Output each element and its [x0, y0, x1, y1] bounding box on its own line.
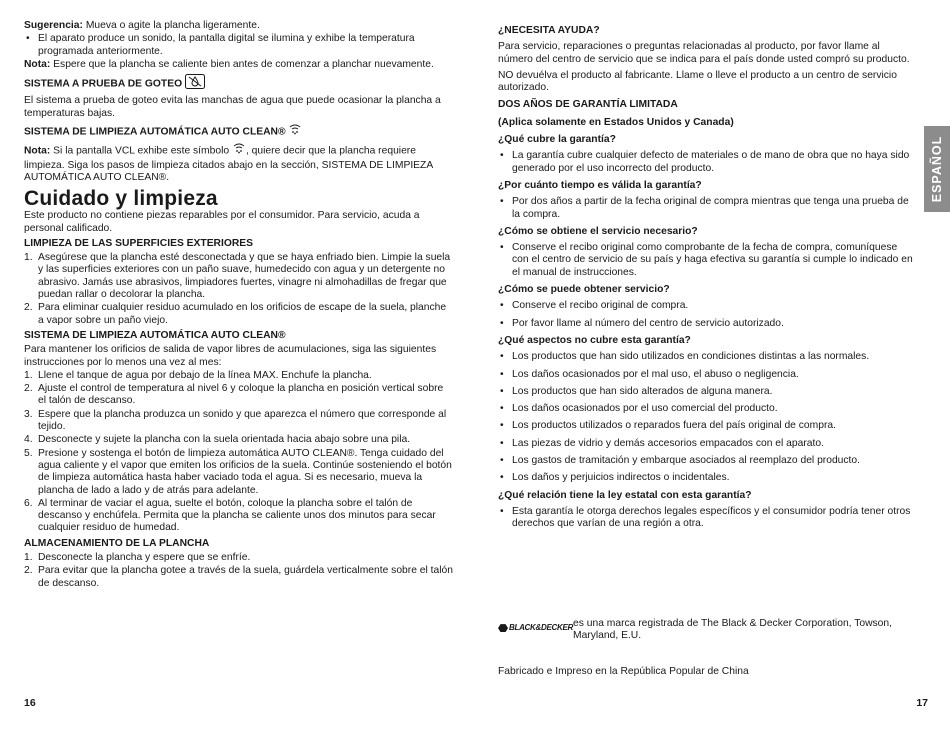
hexagon-logo-icon — [498, 624, 508, 632]
list-item — [24, 565, 454, 590]
help-paragraph-2: NO devuélva el producto al fabricante. Llame o lleve el producto a un centro de servicio autorizado. — [498, 69, 897, 94]
storage-heading: ALMACENAMIENTO DE LA PLANCHA — [24, 537, 210, 549]
drip-stop-icon — [185, 74, 205, 93]
list-item: • Los gastos de tramitación y embarque asociados al reemplazo del producto. — [498, 455, 916, 467]
list-item: • El aparato produce un sonido, la pantalla digital se ilumina y exhibe la temperatura programada anteriormente. — [24, 33, 454, 58]
step-number: 4. — [24, 434, 33, 446]
nota1-text: Espere que la plancha se caliente bien antes de comenzar a planchar nuevamente. — [50, 58, 434, 70]
step-number: 3. — [24, 408, 33, 420]
warranty-heading: DOS AÑOS DE GARANTÍA LIMITADA — [498, 99, 678, 111]
drip-heading-text: SISTEMA A PRUEBA DE GOTEO — [24, 78, 183, 90]
step-text: Ajuste el control de temperatura al nivel 6 y coloque la plancha en posición vertical sobre el talón de descanso. — [38, 383, 444, 407]
list-item: • Los productos que han sido alterados de alguna manera. — [498, 386, 916, 398]
autoclean-heading-text: SISTEMA DE LIMPIEZA AUTOMÁTICA AUTO CLEAN® — [24, 126, 286, 138]
list-item — [24, 383, 454, 408]
sugerencia-list — [24, 33, 454, 58]
right-column — [498, 20, 916, 536]
list-item: • Conserve el recibo original como comprobante de la fecha de compra, comuníquese con el centro de servicio de su país y haga efectiva su garantía si cumple lo indicado en el manual de instrucciones. — [498, 242, 916, 279]
exterior-steps — [24, 252, 454, 327]
sugerencia-label: Sugerencia: — [24, 20, 83, 31]
step-number: 2. — [24, 565, 33, 577]
list-item: • Los productos utilizados o reparados fuera del país original de compra. — [498, 420, 916, 432]
list-item: • Los daños ocasionados por el mal uso, el abuso o negligencia. — [498, 369, 916, 381]
made-in-text: Fabricado e Impreso en la República Popular de China — [498, 666, 749, 677]
warranty-answer-list — [498, 351, 916, 484]
list-item: • Por dos años a partir de la fecha original de compra mientras que tenga una prueba de la compra. — [498, 196, 916, 221]
warranty-answer-list — [498, 242, 916, 279]
list-item — [24, 370, 454, 382]
step-number: 1. — [24, 369, 33, 381]
list-item — [24, 434, 454, 446]
page-number-right: 17 — [916, 697, 928, 709]
right-page — [475, 0, 950, 733]
warranty-answer-list — [498, 196, 916, 221]
nota1-label: Nota: — [24, 58, 51, 70]
drip-heading — [24, 74, 454, 93]
care-title: Cuidado y limpieza — [24, 187, 218, 211]
list-item: • Los daños ocasionados por el uso comercial del producto. — [498, 403, 916, 415]
warranty-question: ¿Cómo se obtiene el servicio necesario? — [498, 225, 698, 237]
language-tab — [924, 126, 950, 212]
left-column — [24, 20, 454, 591]
warranty-question: ¿Cómo se puede obtener servicio? — [498, 284, 670, 296]
help-paragraph-1: Para servicio, reparaciones o preguntas relacionadas al producto, por favor llame al número del centro de servicio que se indica para el país donde usted compró su producto. — [498, 41, 910, 65]
list-item — [24, 252, 454, 301]
warranty-question: ¿Qué cubre la garantía? — [498, 134, 616, 146]
care-intro: Este producto no contiene piezas reparables por el consumidor. Para servicio, acuda a personal calificado. — [24, 210, 420, 234]
autoclean-heading — [24, 123, 454, 140]
step-number: 2. — [24, 302, 33, 314]
sugerencia-text: Mueva o agite la plancha ligeramente. — [82, 20, 260, 31]
drip-text: El sistema a prueba de goteo evita las manchas de agua que puede ocasionar la plancha a temperaturas bajas. — [24, 95, 441, 119]
warranty-question: ¿Qué relación tiene la ley estatal con esta garantía? — [498, 489, 752, 501]
nota2-paragraph — [24, 142, 454, 184]
logo-text: BLACK&DECKER — [509, 623, 573, 632]
step-text: Para eliminar cualquier residuo acumulado en los orificios de escape de la suela, planche a vapor sobre un paño viejo. — [38, 302, 447, 326]
step-number: 1. — [24, 551, 33, 563]
list-item — [24, 552, 454, 564]
exterior-heading: LIMPIEZA DE LAS SUPERFICIES EXTERIORES — [24, 237, 254, 249]
warranty-question: ¿Qué aspectos no cubre esta garantía? — [498, 334, 691, 346]
warranty-answer-list — [498, 506, 916, 531]
autoclean-steps — [24, 370, 454, 535]
step-text: Desconecte la plancha y espere que se enfríe. — [38, 551, 251, 563]
step-text: Llene el tanque de agua por debajo de la línea MAX. Enchufe la plancha. — [38, 369, 372, 381]
nota1-paragraph — [24, 59, 454, 71]
nota2-label: Nota: — [24, 145, 51, 157]
warranty-answer-list — [498, 150, 916, 175]
auto-clean-icon — [288, 123, 302, 140]
list-item: • La garantía cubre cualquier defecto de materiales o de mano de obra que no haya sido generado por el uso incorrecto del producto. — [498, 150, 916, 175]
list-item: • Los daños y perjuicios indirectos o incidentales. — [498, 472, 916, 484]
trademark-text: es una marca registrada de The Black & Decker Corporation, Towson, Maryland, E.U. — [573, 618, 892, 642]
list-item: • Conserve el recibo original de compra. — [498, 300, 916, 312]
help-heading: ¿NECESITA AYUDA? — [498, 25, 600, 36]
step-text: Para evitar que la plancha gotee a través de la suela, guárdela verticalmente sobre el talón de descanso. — [38, 565, 453, 589]
trademark-notice — [498, 618, 916, 643]
step-number: 6. — [24, 497, 33, 509]
nota2-text-b: , quiere decir que la plancha requiere limpieza. Siga los pasos de limpieza citados abajo en la sección, SISTEMA DE LIMPIEZA AUTOMÁTICA AUTO CLEAN®. — [24, 145, 433, 183]
step-text: Presione y sostenga el botón de limpieza automática AUTO CLEAN®. Tenga cuidado del agua caliente y el vapor que emiten los orificios de la suela. Continúe sosteniendo el botón de limpieza automática hasta haber vaciado toda el agua. Si es necesario, mueva la plancha de lado a lado y de atrás para adelante. — [38, 447, 452, 496]
list-item: • Esta garantía le otorga derechos legales específicos y el consumidor podría tener otros derechos que varían de una región a otra. — [498, 506, 916, 531]
step-text: Asegúrese que la plancha esté desconectada y que se haya enfriado bien. Limpie la suela y las superficies exteriores con un paño suave, humedecido con agua y un detergente no abrasivo. Jamás use abrasivos, limpiadores fuertes, vinagre ni almohadillas de fregar que puedan rallar o decolorar la plancha. — [38, 252, 451, 301]
warranty-question: ¿Por cuánto tiempo es válida la garantía? — [498, 179, 702, 191]
autoclean2-heading: SISTEMA DE LIMPIEZA AUTOMÁTICA AUTO CLEAN® — [24, 329, 286, 341]
nota2-text-a: Si la pantalla VCL exhibe este símbolo — [50, 145, 232, 157]
step-text: Desconecte y sujete la plancha con la suela orientada hacia abajo sobre una pila. — [38, 434, 411, 446]
step-text: Al terminar de vaciar el agua, suelte el botón, coloque la plancha sobre el talón de descanso y enchúfela. Permita que la plancha se caliente unos dos minutos para secar cualquier residuo de humedad. — [38, 497, 436, 534]
warranty-subheading: (Aplica solamente en Estados Unidos y Canada) — [498, 116, 734, 128]
list-item — [24, 302, 454, 327]
autoclean2-intro: Para mantener los orificios de salida de vapor libres de acumulaciones, siga las siguientes instrucciones por lo menos una vez al mes: — [24, 344, 437, 368]
sugerencia-paragraph — [24, 20, 454, 32]
list-item: • Las piezas de vidrio y demás accesorios empacados con el aparato. — [498, 438, 916, 450]
list-item: • Los productos que han sido utilizados en condiciones distintas a las normales. — [498, 351, 916, 363]
step-number: 5. — [24, 447, 33, 459]
list-item — [24, 409, 454, 434]
step-number: 2. — [24, 383, 33, 395]
auto-clean-symbol-icon — [232, 142, 246, 159]
step-number: 1. — [24, 252, 33, 264]
list-item — [24, 498, 454, 535]
language-tab-label: ESPAÑOL — [930, 135, 944, 203]
warranty-answer-list — [498, 300, 916, 330]
page-number-left: 16 — [24, 697, 36, 709]
step-text: Espere que la plancha produzca un sonido y que aparezca el número que corresponde al tejido. — [38, 408, 447, 433]
list-item — [24, 448, 454, 497]
list-item: • Por favor llame al número del centro de servicio autorizado. — [498, 318, 916, 330]
black-decker-logo — [498, 622, 573, 634]
storage-steps — [24, 552, 454, 590]
